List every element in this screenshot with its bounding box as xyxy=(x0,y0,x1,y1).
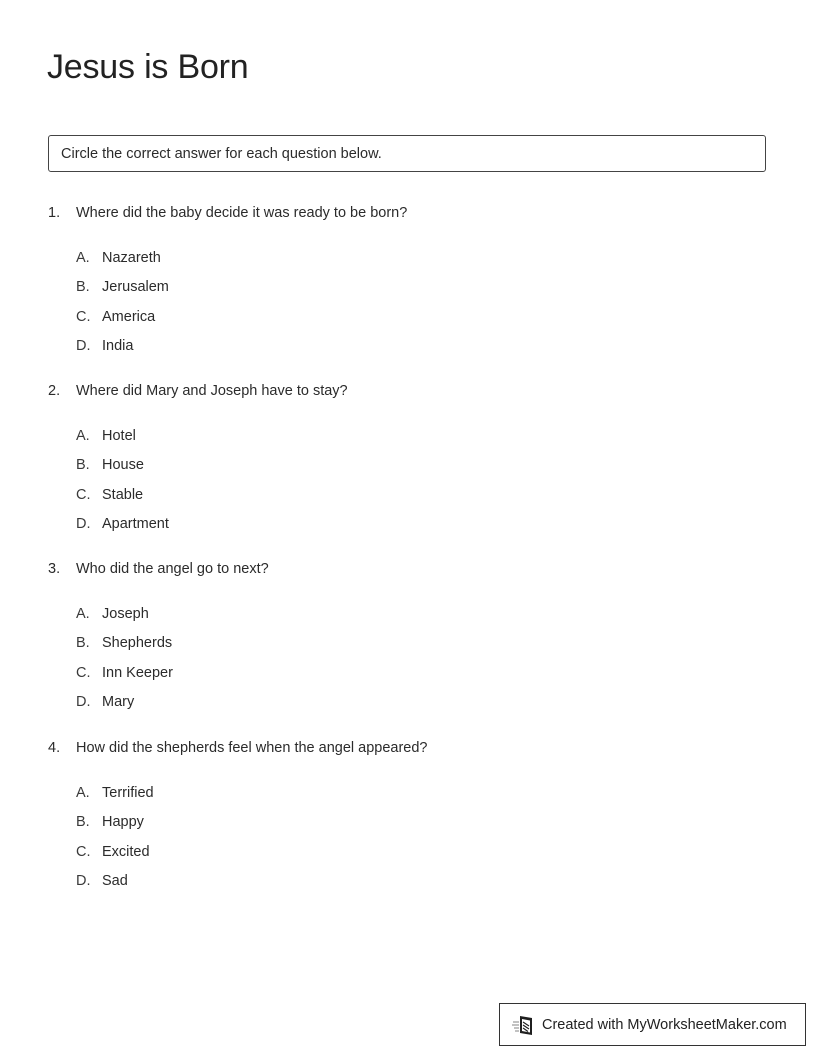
option-text: House xyxy=(102,457,144,474)
option-text: Jerusalem xyxy=(102,279,169,296)
answer-options xyxy=(48,421,768,539)
option-letter: D. xyxy=(76,516,91,533)
answer-option[interactable] xyxy=(48,510,768,540)
answer-option[interactable] xyxy=(48,273,768,303)
option-text: Stable xyxy=(102,486,144,503)
answer-option[interactable] xyxy=(48,867,768,897)
question-text: Who did the angel go to next? xyxy=(76,561,269,577)
question-1 xyxy=(48,203,768,361)
option-text: Shepherds xyxy=(102,635,173,652)
answer-option[interactable] xyxy=(48,837,768,867)
option-letter: D. xyxy=(76,694,91,711)
instructions-box xyxy=(48,135,766,172)
created-with-label: Created with MyWorksheetMaker.com xyxy=(542,1016,787,1033)
option-text: Sad xyxy=(102,873,128,890)
created-with-badge[interactable] xyxy=(499,1003,806,1046)
option-letter: A. xyxy=(76,427,90,444)
worksheet-maker-logo-icon xyxy=(512,1013,536,1037)
option-text: Excited xyxy=(102,843,150,860)
option-letter: A. xyxy=(76,249,90,266)
question-number: 1. xyxy=(48,205,61,221)
option-letter: C. xyxy=(76,486,91,503)
option-letter: D. xyxy=(76,338,91,355)
answer-option[interactable] xyxy=(48,480,768,510)
question-3 xyxy=(48,559,768,717)
option-letter: A. xyxy=(76,784,90,801)
answer-option[interactable] xyxy=(48,451,768,481)
option-text: Happy xyxy=(102,814,144,831)
question-4 xyxy=(48,738,768,896)
worksheet-title: Jesus is Born xyxy=(47,48,249,86)
option-text: America xyxy=(102,308,156,325)
option-letter: C. xyxy=(76,843,91,860)
answer-option[interactable] xyxy=(48,421,768,451)
question-text: How did the shepherds feel when the angel appeared? xyxy=(76,740,428,756)
question-number: 3. xyxy=(48,561,61,577)
answer-option[interactable] xyxy=(48,302,768,332)
answer-option[interactable] xyxy=(48,243,768,273)
option-text: Nazareth xyxy=(102,249,161,266)
option-letter: C. xyxy=(76,308,91,325)
answer-option[interactable] xyxy=(48,808,768,838)
instructions-text: Circle the correct answer for each question below. xyxy=(61,145,382,162)
question-number: 4. xyxy=(48,740,61,756)
question-2 xyxy=(48,381,768,539)
option-letter: A. xyxy=(76,605,90,622)
option-letter: B. xyxy=(76,814,90,831)
option-letter: C. xyxy=(76,664,91,681)
option-letter: B. xyxy=(76,635,90,652)
option-letter: B. xyxy=(76,279,90,296)
answer-option[interactable] xyxy=(48,629,768,659)
answer-options xyxy=(48,778,768,896)
answer-options xyxy=(48,599,768,717)
option-text: Mary xyxy=(102,694,135,711)
question-text: Where did Mary and Joseph have to stay? xyxy=(76,383,348,399)
question-number: 2. xyxy=(48,383,61,399)
option-text: Inn Keeper xyxy=(102,664,173,681)
answer-option[interactable] xyxy=(48,658,768,688)
option-letter: D. xyxy=(76,873,91,890)
question-text: Where did the baby decide it was ready to be born? xyxy=(76,205,408,221)
answer-option[interactable] xyxy=(48,332,768,362)
answer-option[interactable] xyxy=(48,688,768,718)
option-text: India xyxy=(102,338,134,355)
option-text: Terrified xyxy=(102,784,154,801)
answer-option[interactable] xyxy=(48,778,768,808)
option-text: Apartment xyxy=(102,516,169,533)
answer-options xyxy=(48,243,768,361)
option-text: Hotel xyxy=(102,427,136,444)
option-letter: B. xyxy=(76,457,90,474)
answer-option[interactable] xyxy=(48,599,768,629)
option-text: Joseph xyxy=(102,605,149,622)
